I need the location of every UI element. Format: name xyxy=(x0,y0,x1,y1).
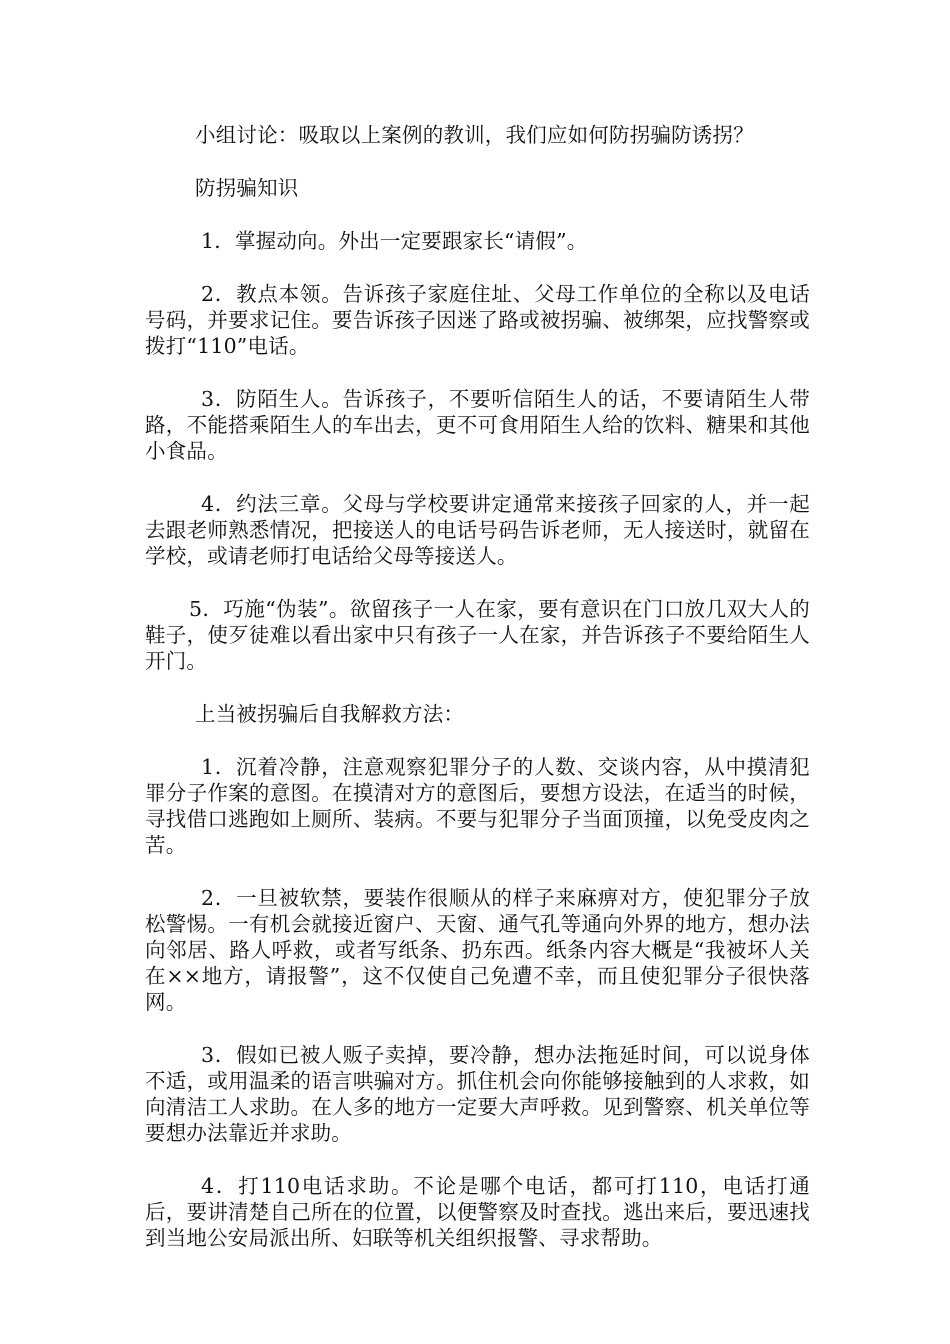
self-rescue-item-2: 2．一旦被软禁，要装作很顺从的样子来麻痹对方，使犯罪分子放松警惕。一有机会就接近窗户、天窗、通气孔等通向外界的地方，想办法向邻居、路人呼救，或者写纸条、扔东西。纸条内容大概是“我被坏人关在××地方，请报警”，这不仅使自己免遭不幸，而且使犯罪分子很快落网。 xyxy=(145,886,810,1014)
document-body xyxy=(145,122,810,1278)
prevention-item-1: 1．掌握动向。外出一定要跟家长“请假”。 xyxy=(201,229,588,253)
prevention-item-2: 2．教点本领。告诉孩子家庭住址、父母工作单位的全称以及电话号码，并要求记住。要告诉孩子因迷了路或被拐骗、被绑架，应找警察或拨打“110”电话。 xyxy=(145,282,810,358)
self-rescue-item-1: 1．沉着冷静，注意观察犯罪分子的人数、交谈内容，从中摸清犯罪分子作案的意图。在摸清对方的意图后，要想方设法，在适当的时候，寻找借口逃跑如上厕所、装病。不要与犯罪分子当面顶撞，以免受皮肉之苦。 xyxy=(145,755,810,857)
self-rescue-item-4: 4．打110电话求助。不论是哪个电话，都可打110，电话打通后，要讲清楚自己所在的位置，以便警察及时查找。逃出来后，要迅速找到当地公安局派出所、妇联等机关组织报警、寻求帮助。 xyxy=(145,1174,810,1250)
discussion-prompt: 小组讨论：吸取以上案例的教训，我们应如何防拐骗防诱拐？ xyxy=(195,123,754,147)
prevention-item-5: 5．巧施“伪装”。欲留孩子一人在家，要有意识在门口放几双大人的鞋子，使歹徒难以看出家中只有孩子一人在家，并告诉孩子不要给陌生人开门。 xyxy=(145,597,810,673)
section-heading-self-rescue: 上当被拐骗后自我解救方法： xyxy=(195,702,465,726)
section-heading-prevention: 防拐骗知识 xyxy=(195,176,299,200)
prevention-item-3: 3．防陌生人。告诉孩子，不要听信陌生人的话，不要请陌生人带路，不能搭乘陌生人的车出去，更不可食用陌生人给的饮料、糖果和其他小食品。 xyxy=(145,387,810,463)
prevention-item-4: 4．约法三章。父母与学校要讲定通常来接孩子回家的人，并一起去跟老师熟悉情况，把接送人的电话号码告诉老师，无人接送时，就留在学校，或请老师打电话给父母等接送人。 xyxy=(145,492,810,568)
self-rescue-item-3: 3．假如已被人贩子卖掉，要冷静，想办法拖延时间，可以说身体不适，或用温柔的语言哄骗对方。抓住机会向你能够接触到的人求救，如向清洁工人求助。在人多的地方一定要大声呼救。见到警察、机关单位等要想办法靠近并求助。 xyxy=(145,1043,810,1145)
